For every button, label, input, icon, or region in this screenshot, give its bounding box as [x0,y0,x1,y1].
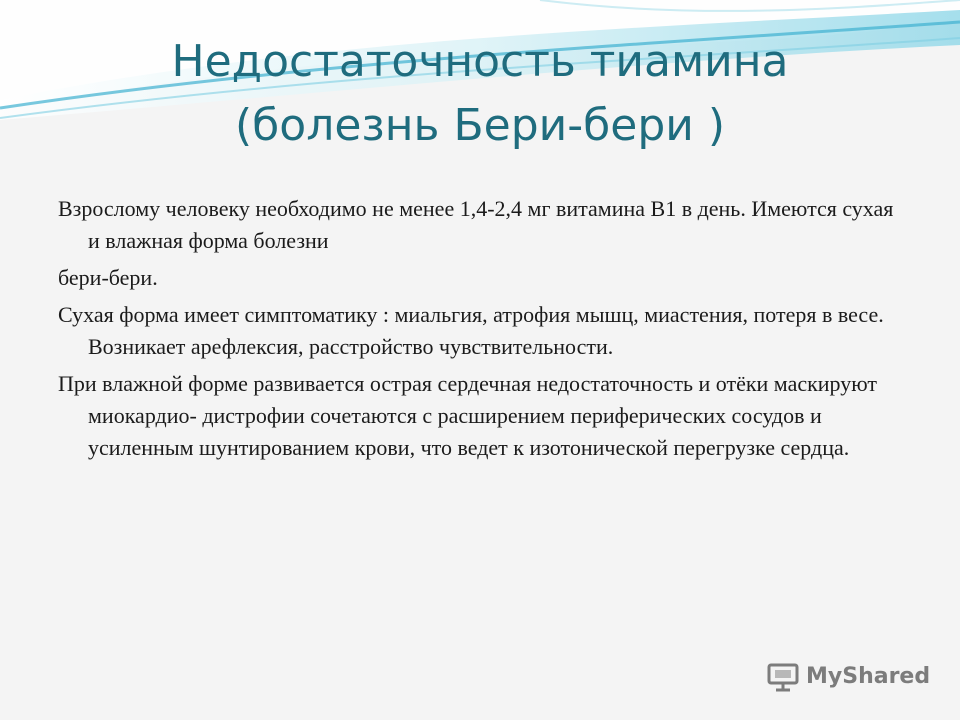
title-line-2: (болезнь Бери-бери ) [234,100,726,151]
presentation-icon [766,659,800,693]
paragraph: При влажной форме развивается острая сердечная недостаточность и отёки маскируют миокардио- дистрофии сочетаются с расширением периферических сосудов и усиленным шунтированием крови, что ведет к изотонической перегрузке сердца. [58,371,878,460]
slide-title [40,30,920,158]
paragraph: Взрослому человеку необходимо не менее 1,4-2,4 мг витамина В1 в день. Имеются сухая и влажная форма болезни [58,196,894,253]
watermark-text: MyShared [806,663,931,689]
slide-body [58,193,904,469]
watermark [766,656,930,696]
title-line-1: Недостаточность тиамина [171,36,789,87]
paragraph: Сухая форма имеет симптоматику : миальгия, атрофия мышц, миастения, потеря в весе. Возникает арефлексия, расстройство чувствительности. [58,302,884,359]
paragraph: бери-бери. [58,265,158,290]
